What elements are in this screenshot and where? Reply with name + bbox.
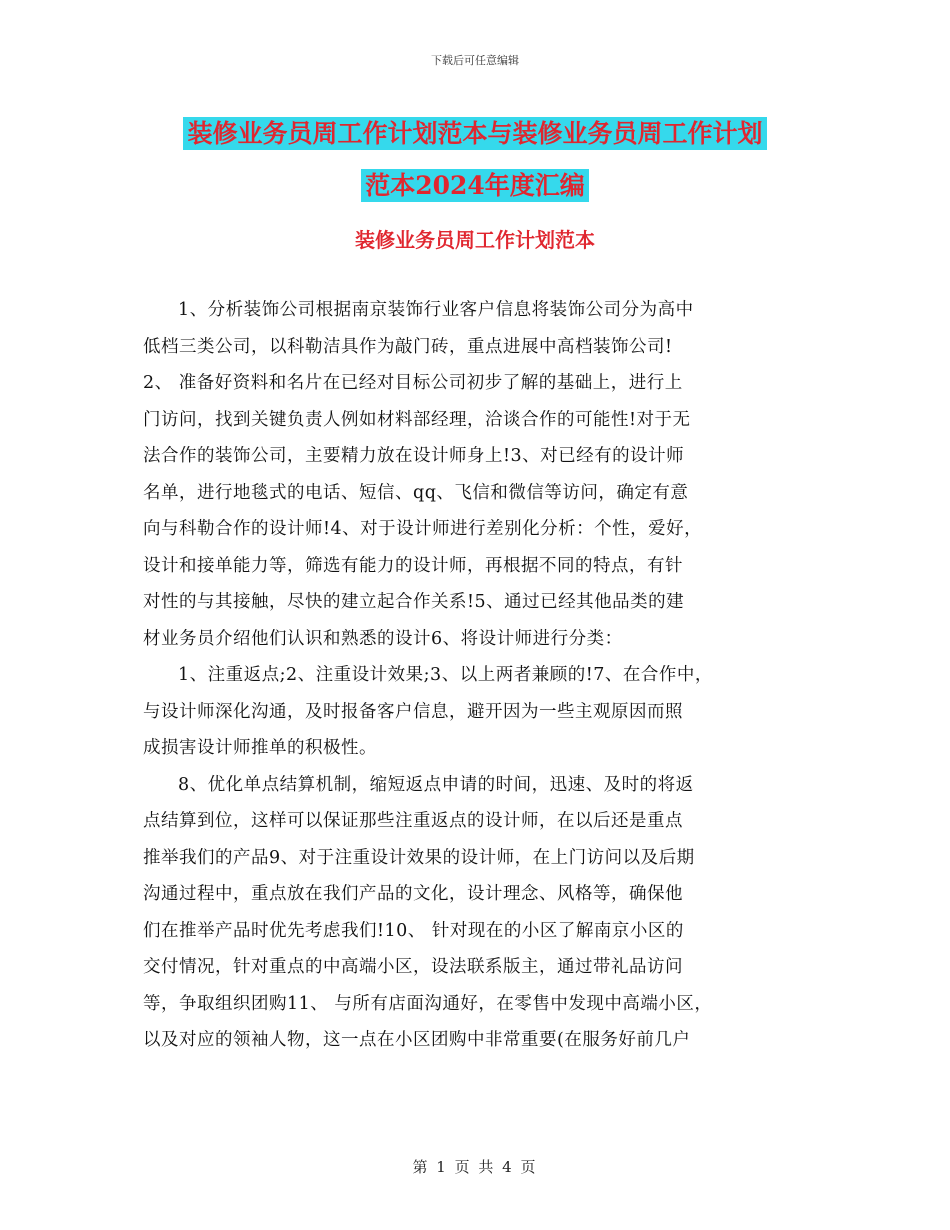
body-line: 材业务员介绍他们认识和熟悉的设计6、将设计师进行分类： [143, 628, 623, 649]
body-line: 等，争取组织团购11、 与所有店面沟通好，在零售中发现中高端小区， [143, 993, 713, 1014]
body-line: 交付情况，针对重点的中高端小区，设法联系版主，通过带礼品访问 [143, 957, 683, 977]
body-line: 与设计师深化沟通，及时报备客户信息，避开因为一些主观原因而照 [143, 701, 683, 722]
body-line: 们在推举产品时优先考虑我们!10、 针对现在的小区了解南京小区的 [143, 920, 684, 941]
page-header-note: 下载后可任意编辑 [431, 54, 519, 67]
body-line: 名单，进行地毯式的电话、短信、qq、飞信和微信等访问，确定有意 [143, 482, 689, 503]
body-line: 成损害设计师推单的积极性。 [143, 738, 377, 758]
body-line: 设计和接单能力等，筛选有能力的设计师，再根据不同的特点，有针 [143, 555, 683, 576]
document-title [0, 108, 950, 212]
body-text [143, 292, 819, 1059]
document-title-line-2: 范本2024年度汇编 [361, 169, 589, 202]
body-line: 门访问，找到关键负责人例如材料部经理，洽谈合作的可能性!对于无 [143, 409, 691, 430]
body-line: 2、 准备好资料和名片在已经对目标公司初步了解的基础上，进行上 [143, 373, 683, 393]
body-line: 推举我们的产品9、对于注重设计效果的设计师，在上门访问以及后期 [143, 847, 695, 868]
body-line: 沟通过程中，重点放在我们产品的文化，设计理念、风格等，确保他 [143, 884, 683, 904]
page-number-footer: 第 1 页 共 4 页 [412, 1158, 538, 1176]
document-title-line-1: 装修业务员周工作计划范本与装修业务员周工作计划 [183, 117, 766, 150]
body-line: 对性的与其接触，尽快的建立起合作关系!5、通过已经其他品类的建 [143, 592, 685, 612]
body-line: 点结算到位，这样可以保证那些注重返点的设计师，在以后还是重点 [143, 811, 683, 831]
section-title: 装修业务员周工作计划范本 [355, 228, 595, 252]
body-line: 1、注重返点;2、注重设计效果;3、以上两者兼顾的!7、在合作中， [178, 665, 713, 685]
body-line: 向与科勒合作的设计师!4、对于设计师进行差别化分析：个性，爱好， [143, 519, 703, 539]
body-line: 以及对应的领袖人物，这一点在小区团购中非常重要(在服务好前几户 [143, 1030, 691, 1050]
body-line: 8、优化单点结算机制，缩短返点申请的时间，迅速、及时的将返 [178, 774, 694, 795]
body-line: 法合作的装饰公司，主要精力放在设计师身上!3、对已经有的设计师 [143, 446, 685, 466]
body-line: 1、分析装饰公司根据南京装饰行业客户信息将装饰公司分为高中 [178, 300, 694, 320]
body-line: 低档三类公司，以科勒洁具作为敲门砖，重点进展中高档装饰公司! [143, 336, 673, 357]
